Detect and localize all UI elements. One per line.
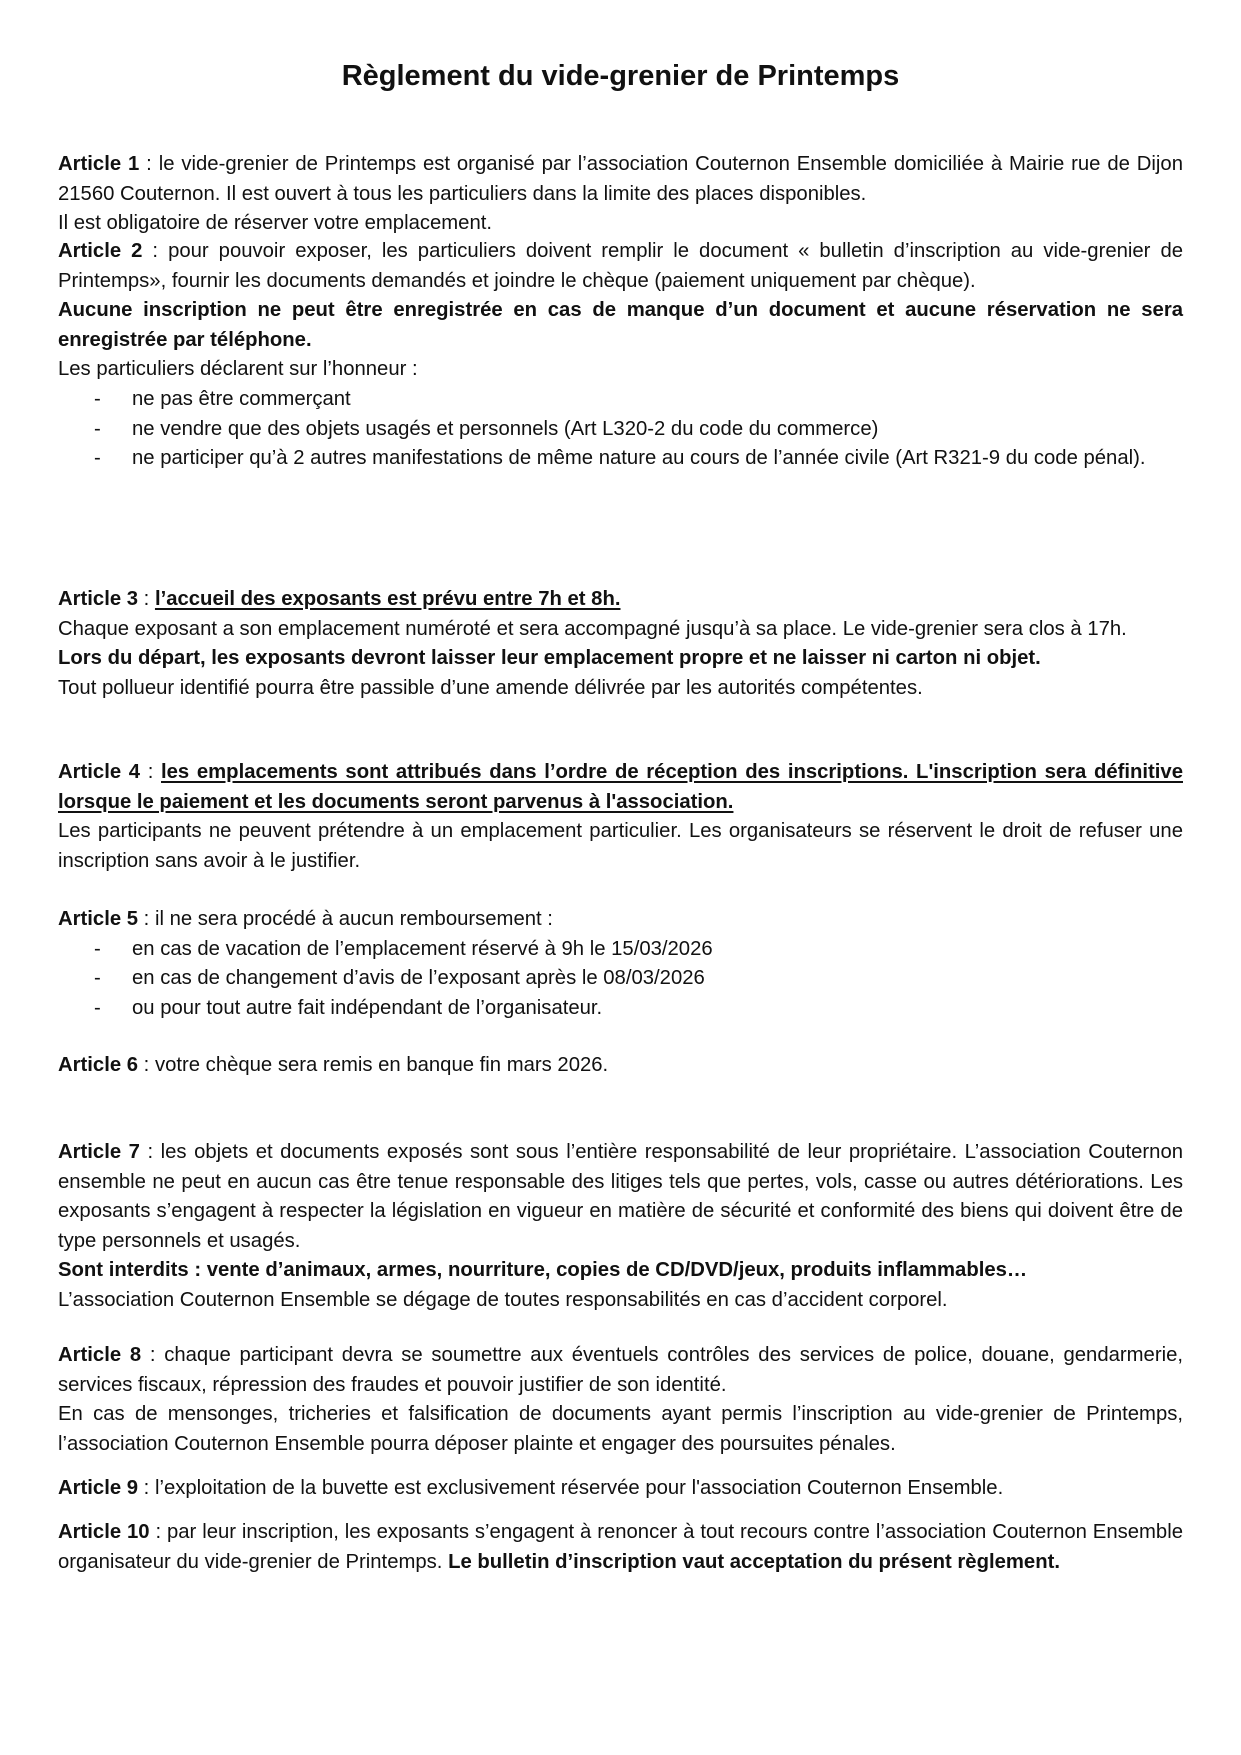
article-text: Chaque exposant a son emplacement numéroté et sera accompagné jusqu’à sa place. Le vide-grenier sera clos à 17h. [58, 617, 1127, 640]
list-item-text: ou pour tout autre fait indépendant de l’organisateur. [132, 996, 603, 1019]
dash-bullet: - [94, 387, 101, 410]
article-10-paragraph [58, 1518, 1183, 1577]
article-4 [58, 758, 1183, 876]
list-item [58, 964, 1183, 994]
list-item [58, 385, 1183, 415]
list-item-text: ne participer qu’à 2 autres manifestations de même nature au cours de l’année civile (Art R321-9 du code pénal). [132, 447, 1146, 470]
article-label: Article 5 [58, 908, 139, 930]
article-label: Article 10 [58, 1521, 150, 1543]
article-9-paragraph [58, 1474, 1183, 1504]
article-3 [58, 585, 1183, 703]
article-text: Tout pollueur identifié pourra être passible d’une amende délivrée par les autorités compétentes. [58, 676, 923, 699]
article-6 [58, 1051, 1183, 1081]
article-2-paragraph [58, 237, 1183, 296]
refund-exceptions-list [58, 935, 1183, 1024]
article-10 [58, 1518, 1183, 1577]
dash-bullet: - [94, 417, 101, 440]
article-7-paragraph [58, 1138, 1183, 1256]
article-label: Article 4 [58, 761, 141, 783]
separator: : [141, 1344, 165, 1366]
article-5 [58, 905, 1183, 1023]
article-8 [58, 1341, 1183, 1459]
article-text: l’exploitation de la buvette est exclusivement réservée pour l'association Couternon Ensemble. [154, 1477, 1004, 1499]
article-text: il ne sera procédé à aucun remboursement : [154, 908, 553, 930]
dash-bullet: - [94, 447, 101, 470]
article-6-paragraph [58, 1051, 1183, 1081]
article-text: le vide-grenier de Printemps est organisé par l’association Couternon Ensemble domiciliée à Mairie rue de Dijon 21560 Couternon. Il est ouvert à tous les particuliers dans la limite des places disponibles. [58, 153, 1183, 205]
declaration-list [58, 385, 1183, 474]
article-underlined-text: les emplacements sont attribués dans l’ordre de réception des inscriptions. L'inscription sera définitive lorsque le paiement et les documents seront parvenus à l'association. [58, 761, 1183, 813]
article-bold-notice: Le bulletin d’inscription vaut acceptation du présent règlement. [448, 1550, 1060, 1573]
document-title: Règlement du vide-grenier de Printemps [341, 60, 900, 92]
article-bold-notice: Sont interdits : vente d’animaux, armes, nourriture, copies de CD/DVD/jeux, produits inflammables… [58, 1259, 1028, 1282]
article-label: Article 7 [58, 1141, 140, 1163]
article-text: par leur inscription, les exposants s’engagent à renoncer à tout recours contre l’association Couternon Ensemble organisateur du vide-grenier de Printemps. [58, 1521, 1183, 1573]
separator: : [140, 761, 162, 783]
separator: : [139, 153, 159, 175]
article-2 [58, 237, 1183, 474]
list-item [58, 444, 1183, 474]
article-8-paragraph [58, 1341, 1183, 1400]
article-bold-notice: Aucune inscription ne peut être enregistrée en cas de manque d’un document et aucune réservation ne sera enregistrée par téléphone. [58, 299, 1183, 351]
article-bold-notice: Lors du départ, les exposants devront laisser leur emplacement propre et ne laisser ni carton ni objet. [58, 647, 1041, 670]
separator: : [138, 588, 155, 610]
dash-bullet: - [94, 996, 101, 1019]
separator: : [138, 1477, 155, 1499]
article-label: Article 8 [58, 1344, 142, 1366]
article-text: pour pouvoir exposer, les particuliers doivent remplir le document « bulletin d’inscription au vide-grenier de Printemps», fournir les documents demandés et joindre le chèque (paiement uniquement par chèque). [58, 240, 1183, 292]
article-label: Article 6 [58, 1054, 139, 1076]
article-intro: Les particuliers déclarent sur l’honneur : [58, 358, 418, 381]
separator: : [138, 908, 155, 930]
article-7 [58, 1138, 1183, 1316]
article-text: L’association Couternon Ensemble se dégage de toutes responsabilités en cas d’accident corporel. [58, 1288, 948, 1311]
article-1 [58, 150, 1183, 239]
article-text-line: Il est obligatoire de réserver votre emplacement. [58, 212, 492, 235]
list-item [58, 935, 1183, 965]
list-item-text: en cas de changement d’avis de l’exposant après le 08/03/2026 [132, 967, 705, 990]
separator: : [142, 240, 169, 262]
article-3-heading [58, 585, 1183, 615]
separator: : [149, 1521, 167, 1543]
article-4-heading [58, 758, 1183, 817]
article-underlined-text: l’accueil des exposants est prévu entre 7h et 8h. [154, 588, 621, 610]
article-label: Article 3 [58, 588, 139, 610]
list-item-text: en cas de vacation de l’emplacement réservé à 9h le 15/03/2026 [132, 937, 713, 960]
article-label: Article 2 [58, 240, 143, 262]
article-text: chaque participant devra se soumettre aux éventuels contrôles des services de police, douane, gendarmerie, services fiscaux, répression des fraudes et pouvoir justifier de son identité. [58, 1344, 1183, 1396]
article-1-paragraph [58, 150, 1183, 209]
article-text: Les participants ne peuvent prétendre à un emplacement particulier. Les organisateurs se réservent le droit de refuser une inscription sans avoir à le justifier. [58, 820, 1183, 872]
dash-bullet: - [94, 937, 101, 960]
article-5-paragraph [58, 905, 1183, 935]
list-item [58, 994, 1183, 1024]
article-label: Article 9 [58, 1477, 139, 1499]
article-text: En cas de mensonges, tricheries et falsification de documents ayant permis l’inscription au vide-grenier de Printemps, l’association Couternon Ensemble pourra déposer plainte et engager des poursuites pénales. [58, 1403, 1183, 1455]
separator: : [139, 1141, 161, 1163]
article-text: les objets et documents exposés sont sous l’entière responsabilité de leur propriétaire. L’association Couternon ensemble ne peut en aucun cas être tenue responsable des litiges tels que pertes, vols, casse ou autres détériorations. Les exposants s’engagent à respecter la législation en vigueur en matière de sécurité et conformité des biens qui doivent être de type personnels et usagés. [58, 1141, 1183, 1252]
dash-bullet: - [94, 967, 101, 990]
list-item [58, 415, 1183, 445]
separator: : [138, 1054, 155, 1076]
article-label: Article 1 [58, 153, 140, 175]
article-9 [58, 1474, 1183, 1504]
list-item-text: ne vendre que des objets usagés et personnels (Art L320-2 du code du commerce) [132, 417, 879, 440]
article-text: votre chèque sera remis en banque fin mars 2026. [154, 1054, 609, 1076]
list-item-text: ne pas être commerçant [132, 387, 351, 410]
